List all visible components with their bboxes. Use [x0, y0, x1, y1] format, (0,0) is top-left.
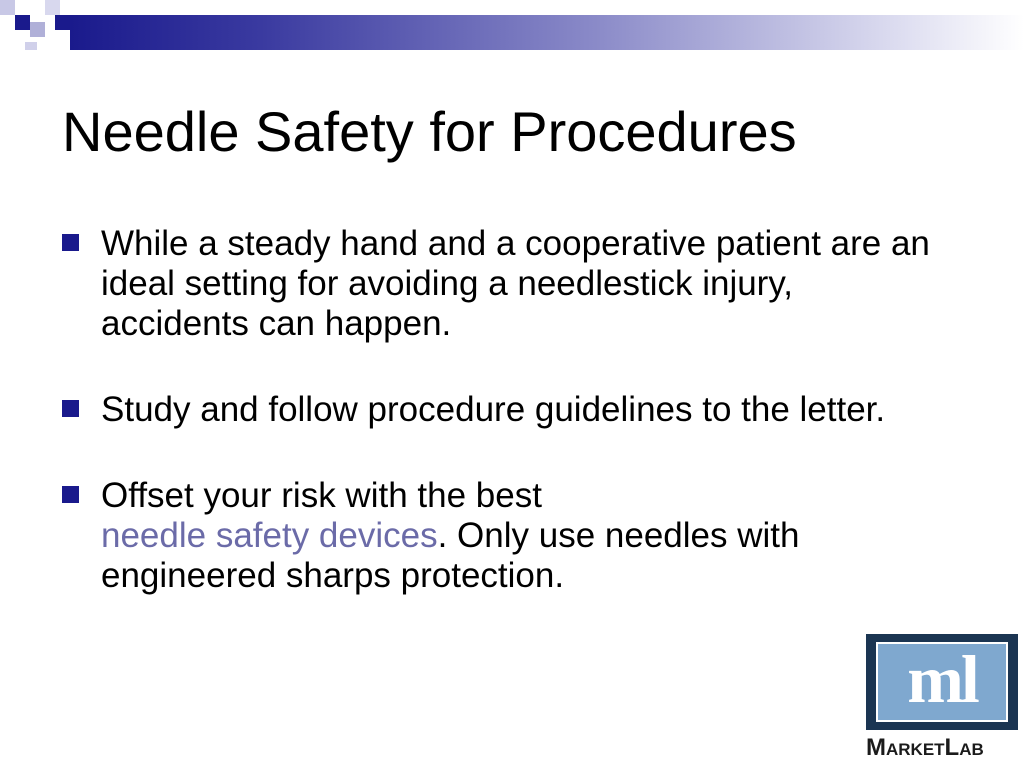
logo-wordmark-text: MarketLab: [866, 734, 984, 761]
decor-square: [55, 15, 70, 30]
bullet-text: . Only use needles with engineered sharps protection.: [101, 516, 800, 595]
decor-square: [15, 15, 30, 30]
bullet-text: Offset your risk with the best: [101, 476, 542, 515]
logo-panel: [876, 642, 1008, 722]
bullet-text: While a steady hand and a cooperative patient are an ideal setting for avoiding a needlestick injury, accidents can happen.: [101, 224, 930, 343]
bullet-list: [62, 224, 942, 642]
logo-monogram: ml: [907, 641, 977, 717]
square-bullet-icon: [62, 400, 79, 417]
decor-square: [45, 0, 60, 15]
logo-wordmark: [866, 734, 1018, 762]
bullet-item: [62, 476, 942, 596]
slide-title: Needle Safety for Procedures: [62, 100, 797, 163]
marketlab-logo: [866, 634, 1018, 768]
decor-square: [25, 42, 37, 50]
header-decoration: [0, 0, 1024, 50]
square-bullet-icon: [62, 234, 79, 251]
bullet-item: [62, 390, 942, 430]
decor-square: [0, 0, 15, 15]
logo-frame: [866, 634, 1018, 730]
needle-safety-devices-link[interactable]: needle safety devices: [101, 516, 438, 555]
square-bullet-icon: [62, 486, 79, 503]
header-gradient-bar: [70, 15, 1024, 50]
decor-square: [30, 22, 45, 37]
bullet-item: [62, 224, 942, 344]
bullet-text: Study and follow procedure guidelines to the letter.: [101, 390, 886, 429]
